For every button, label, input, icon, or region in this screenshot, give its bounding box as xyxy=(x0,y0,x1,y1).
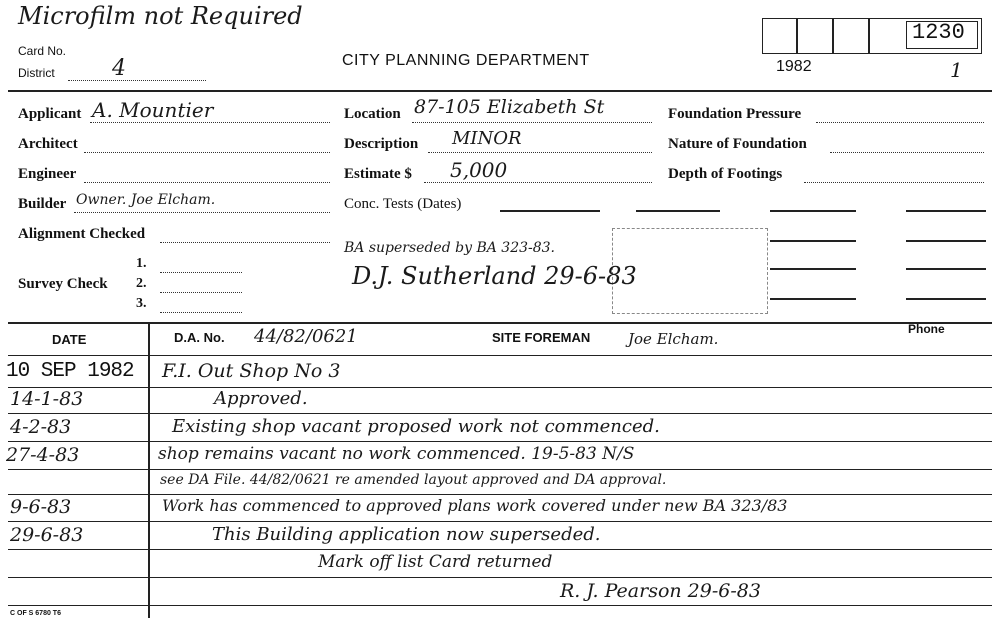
log-row xyxy=(0,444,998,470)
log-row xyxy=(0,360,998,388)
applicant-label: Applicant xyxy=(18,106,82,122)
builder-value: Owner. Joe Elcham. xyxy=(76,192,216,208)
card-no-label: Card No. xyxy=(18,44,67,58)
description-value: MINOR xyxy=(452,128,522,149)
log-note: see DA File. 44/82/0621 re amended layout approved and DA approval. xyxy=(160,472,667,488)
district-dots xyxy=(68,80,206,81)
conc-blank-7 xyxy=(770,268,856,270)
builder-label: Builder xyxy=(18,196,67,212)
site-foreman-value: Joe Elcham. xyxy=(628,330,719,348)
card-number: 1230 xyxy=(912,20,965,45)
site-foreman-label: SITE FOREMAN xyxy=(492,330,591,345)
log-row xyxy=(0,552,998,578)
description-label: Description xyxy=(344,136,419,152)
location-dots xyxy=(412,122,652,123)
survey-2-dots xyxy=(160,292,242,293)
foundation-pressure-dots xyxy=(816,122,984,123)
depth-dots xyxy=(804,182,984,183)
log-row xyxy=(0,580,998,606)
survey-3-dots xyxy=(160,312,242,313)
architect-label: Architect xyxy=(18,136,78,152)
alignment-label: Alignment Checked xyxy=(18,226,146,242)
log-row xyxy=(0,388,998,414)
district-value: 4 xyxy=(112,56,126,81)
log-date: 14-1-83 xyxy=(10,388,84,410)
date-header: DATE xyxy=(52,332,87,347)
log-row-line xyxy=(8,494,992,495)
estimate-value: 5,000 xyxy=(450,158,508,182)
log-note: Mark off list Card returned xyxy=(318,552,553,572)
log-header-divider xyxy=(8,355,992,356)
log-date: 9-6-83 xyxy=(10,496,72,518)
header-divider xyxy=(8,90,992,92)
log-row-line xyxy=(8,521,992,522)
card-year: 1982 xyxy=(776,58,812,75)
log-top-divider xyxy=(8,322,992,324)
conc-blank-4 xyxy=(906,210,986,212)
log-row-line xyxy=(8,441,992,442)
log-row-line xyxy=(8,549,992,550)
engineer-label: Engineer xyxy=(18,166,77,182)
district-label: District xyxy=(18,66,55,80)
log-note: This Building application now superseded. xyxy=(212,524,601,545)
architect-dots xyxy=(84,152,330,153)
da-no-label: D.A. No. xyxy=(174,330,225,345)
da-no-value: 44/82/0621 xyxy=(254,326,358,347)
log-note: F.I. Out Shop No 3 xyxy=(162,360,341,382)
log-row xyxy=(0,472,998,496)
log-date: 27-4-83 xyxy=(6,444,80,466)
depth-of-footings-label: Depth of Footings xyxy=(668,166,783,182)
survey-check-label: Survey Check xyxy=(18,276,108,292)
survey-3: 3. xyxy=(136,296,147,311)
log-date: 10 SEP 1982 xyxy=(6,360,134,383)
number-box-divider xyxy=(868,18,870,54)
log-note: Existing shop vacant proposed work not commenced. xyxy=(172,416,660,437)
log-note: R. J. Pearson 29-6-83 xyxy=(560,580,761,602)
stamp-line-2: D.J. Sutherland 29-6-83 xyxy=(352,262,637,290)
log-note: shop remains vacant no work commenced. 19-5-83 N/S xyxy=(158,444,635,464)
builder-dots xyxy=(74,212,330,213)
log-row-line xyxy=(8,469,992,470)
conc-blank-1 xyxy=(500,210,600,212)
conc-blank-5 xyxy=(770,240,856,242)
estimate-label: Estimate $ xyxy=(344,166,412,182)
sheet-mark: 1 xyxy=(950,58,963,82)
number-box-divider xyxy=(796,18,798,54)
applicant-dots xyxy=(90,122,330,123)
estimate-dots xyxy=(424,182,652,183)
log-row xyxy=(0,496,998,522)
log-row-line xyxy=(8,577,992,578)
survey-2: 2. xyxy=(136,276,147,291)
nature-of-foundation-label: Nature of Foundation xyxy=(668,136,807,152)
form-code: C OF S 6780 T6 xyxy=(10,610,61,617)
log-date: 4-2-83 xyxy=(10,416,72,438)
conc-blank-9 xyxy=(770,298,856,300)
log-row xyxy=(0,416,998,442)
conc-tests-label: Conc. Tests (Dates) xyxy=(344,196,462,212)
location-label: Location xyxy=(344,106,401,122)
department-title: CITY PLANNING DEPARTMENT xyxy=(342,52,590,69)
engineer-dots xyxy=(84,182,330,183)
survey-1-dots xyxy=(160,272,242,273)
log-row-line xyxy=(8,605,992,606)
log-note: Approved. xyxy=(214,388,308,409)
location-value: 87-105 Elizabeth St xyxy=(414,96,605,118)
survey-1: 1. xyxy=(136,256,147,271)
phone-label: Phone xyxy=(908,322,945,336)
log-note: Work has commenced to approved plans work covered under new BA 323/83 xyxy=(162,496,788,515)
conc-blank-2 xyxy=(636,210,720,212)
conc-blank-10 xyxy=(906,298,986,300)
conc-blank-6 xyxy=(906,240,986,242)
applicant-value: A. Mountier xyxy=(92,98,214,122)
alignment-dots xyxy=(160,242,330,243)
microfilm-note: Microfilm not Required xyxy=(18,2,303,30)
nature-dots xyxy=(830,152,984,153)
log-row xyxy=(0,524,998,550)
foundation-pressure-label: Foundation Pressure xyxy=(668,106,802,122)
stamp-line-1: BA superseded by BA 323-83. xyxy=(344,240,556,256)
log-date: 29-6-83 xyxy=(10,524,84,546)
conc-blank-8 xyxy=(906,268,986,270)
conc-blank-3 xyxy=(770,210,856,212)
log-row-line xyxy=(8,413,992,414)
description-dots xyxy=(428,152,652,153)
number-box-divider xyxy=(832,18,834,54)
